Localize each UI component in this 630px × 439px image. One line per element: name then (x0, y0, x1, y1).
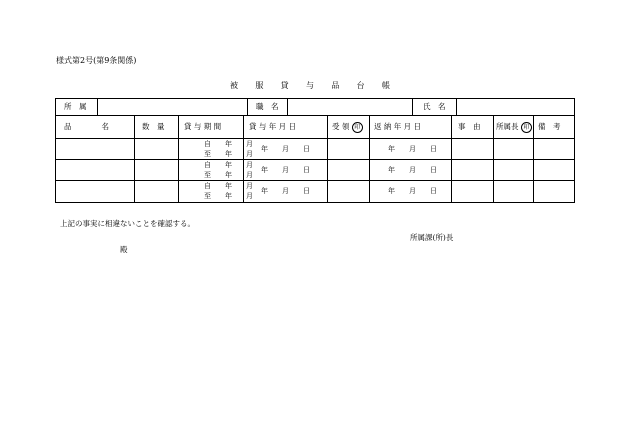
shozoku-field[interactable] (98, 99, 248, 115)
col-header-chocho (496, 116, 532, 138)
col-header-suryo: 数 量 (142, 122, 165, 131)
shimei-field[interactable] (457, 99, 574, 115)
col-header-jiyu: 事 由 (458, 122, 481, 131)
confirm-statement: 上記の事実に相違ないことを確認する。 (60, 219, 195, 228)
period-to: 至 年 月 (204, 192, 253, 200)
henno-date: 年 月 日 (388, 187, 437, 195)
seal-mark: 印 (521, 122, 532, 133)
title-char: 服 (255, 81, 264, 90)
col-header-biko: 備 考 (538, 122, 561, 131)
chief-label: 所属課(所)長 (410, 233, 454, 242)
title-char: 与 (305, 81, 314, 90)
shokumei-label: 職 名 (248, 99, 288, 115)
col-header-henno-date: 返 納 年 月 日 (374, 122, 422, 131)
ledger-table (55, 116, 575, 203)
title-char: 台 (356, 81, 365, 90)
taiyo-date: 年 月 日 (261, 187, 310, 195)
taiyo-date: 年 月 日 (261, 145, 310, 153)
henno-date: 年 月 日 (388, 166, 437, 174)
document-title (230, 80, 390, 91)
col-header-kikan: 貸 与 期 間 (184, 122, 222, 131)
chocho-label: 所属長 (496, 122, 519, 131)
period-from: 自 年 月 (204, 140, 253, 148)
period-to: 至 年 月 (204, 150, 253, 158)
title-char: 帳 (381, 81, 390, 90)
period-from: 自 年 月 (204, 182, 253, 190)
col-header-taiyo-date: 貸 与 年 月 日 (249, 122, 297, 131)
shimei-label: 氏 名 (413, 99, 457, 115)
addressee-dono: 殿 (120, 245, 128, 254)
juryo-label: 受 領 (332, 122, 350, 131)
col-header-juryo (332, 116, 363, 138)
period-to: 至 年 月 (204, 171, 253, 179)
title-char: 被 (230, 81, 238, 90)
shozoku-label: 所 属 (56, 99, 98, 115)
form-number: 様式第2号(第9条関係) (56, 56, 137, 65)
taiyo-date: 年 月 日 (261, 166, 310, 174)
row-divider (56, 138, 574, 139)
title-char: 品 (331, 81, 340, 90)
period-from: 自 年 月 (204, 161, 253, 169)
header-row (55, 98, 575, 116)
row-divider (56, 159, 574, 160)
shokumei-field[interactable] (288, 99, 413, 115)
title-char: 貸 (280, 81, 289, 90)
col-header-hinmei: 品 名 (64, 122, 109, 131)
henno-date: 年 月 日 (388, 145, 437, 153)
seal-mark: 印 (352, 122, 363, 133)
row-divider (56, 180, 574, 181)
